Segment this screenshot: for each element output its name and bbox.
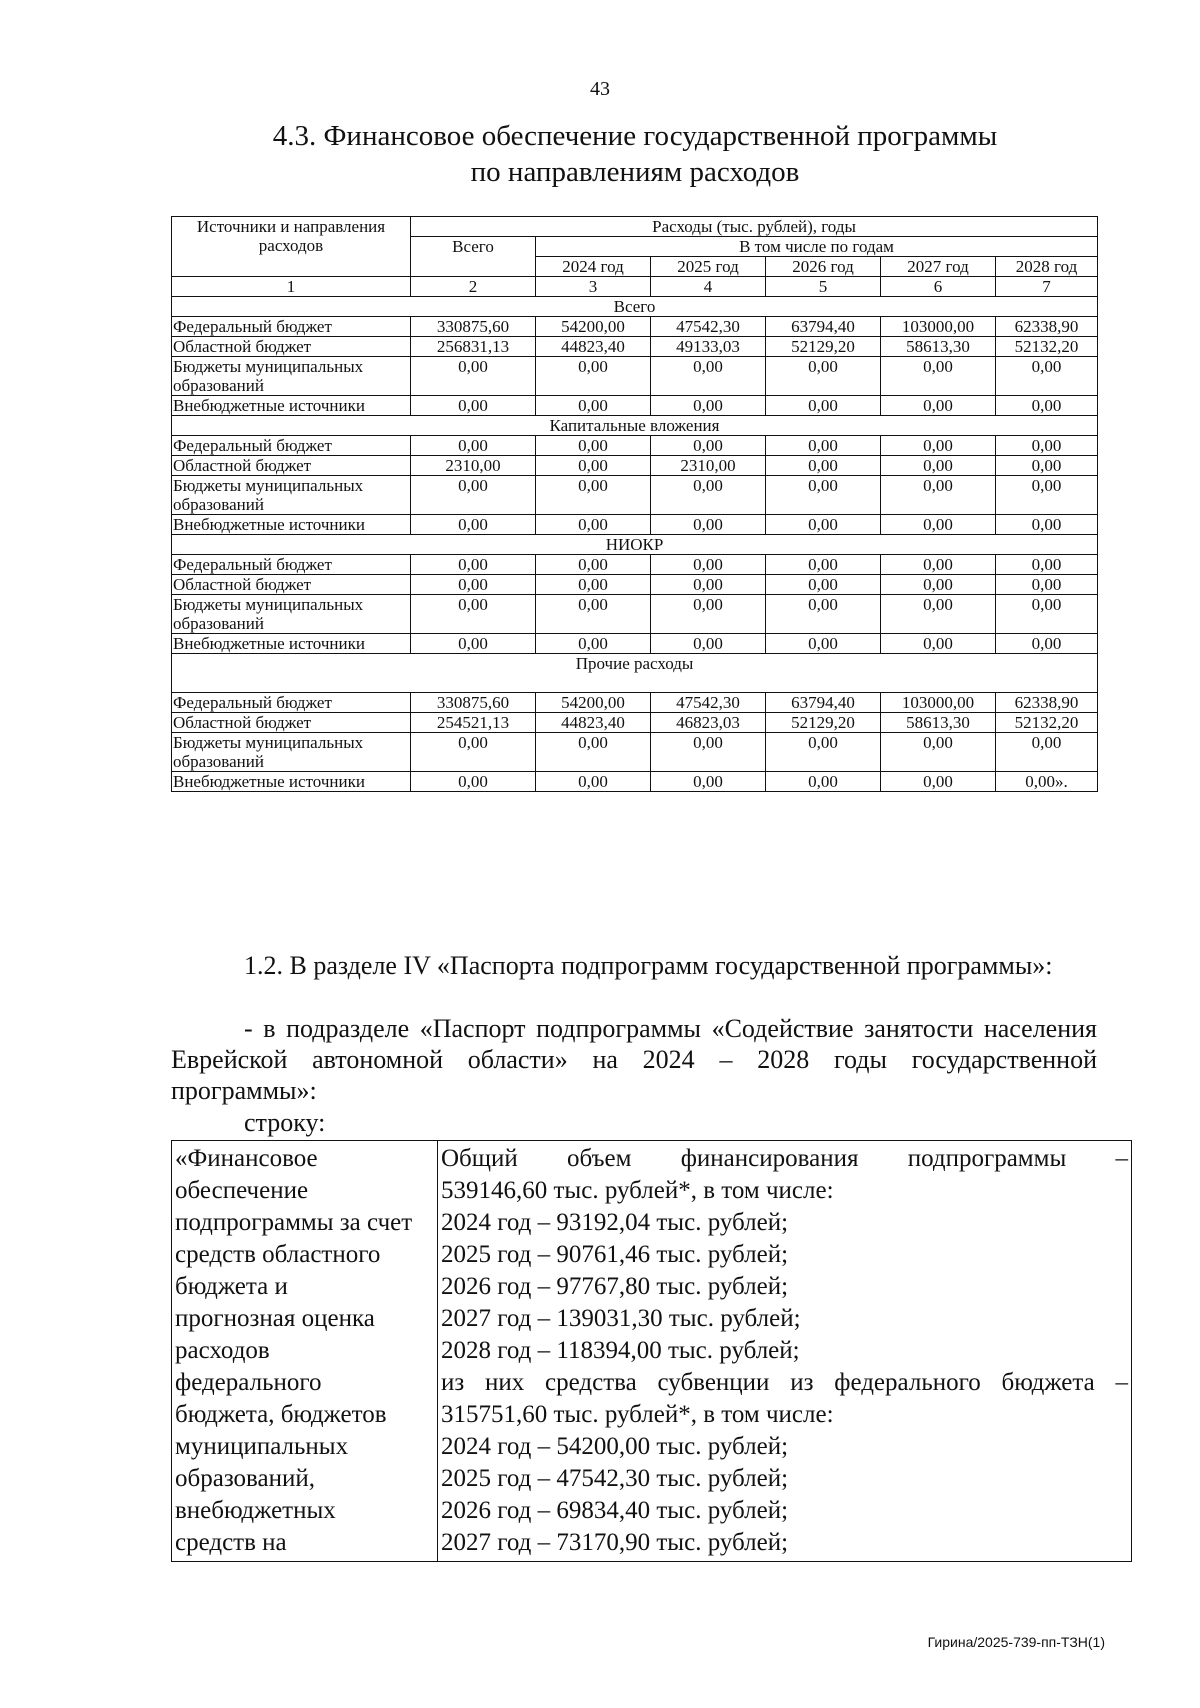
- row-label: Бюджеты муниципальных образований: [172, 595, 411, 634]
- passport-left-line: внебюджетных: [175, 1497, 336, 1524]
- table-row: [172, 357, 1098, 396]
- table-row: [172, 337, 1098, 357]
- cell-value: 0,00: [881, 733, 996, 772]
- cell-value: 0,00: [536, 476, 651, 515]
- cell-value: 0,00: [996, 396, 1098, 416]
- passport-left-line: «Финансовое: [175, 1145, 318, 1172]
- paragraph-subsection: - в подразделе «Паспорт подпрограммы «Содействие занятости населения Еврейской автономной области» на 2024 – 2028 годы государственной программы»:: [171, 1014, 1097, 1105]
- cell-value: 0,00: [996, 515, 1098, 535]
- passport-right-line: 2027 год – 73170,90 тыс. рублей;: [441, 1529, 789, 1556]
- cell-value: 256831,13: [411, 337, 536, 357]
- cell-value: 0,00: [536, 733, 651, 772]
- passport-right-line: из них средства субвенции из федерального бюджета –: [441, 1369, 1128, 1396]
- cell-value: 0,00: [881, 396, 996, 416]
- cell-value: 0,00: [881, 357, 996, 396]
- row-label: Федеральный бюджет: [172, 555, 411, 575]
- row-label: Внебюджетные источники: [172, 634, 411, 654]
- cell-value: 0,00: [536, 456, 651, 476]
- cell-value: 52129,20: [766, 713, 881, 733]
- cell-value: 0,00: [766, 476, 881, 515]
- passport-left-line: расходов: [175, 1337, 270, 1364]
- header-year: 2024 год: [536, 257, 651, 277]
- passport-right-line: 2027 год – 139031,30 тыс. рублей;: [441, 1305, 801, 1332]
- table-row: [172, 555, 1098, 575]
- table-row: [172, 396, 1098, 416]
- cell-value: 54200,00: [536, 317, 651, 337]
- cell-value: 0,00: [536, 634, 651, 654]
- cell-value: 0,00: [411, 733, 536, 772]
- section-title: [0, 118, 1200, 190]
- col-number: 2: [411, 277, 536, 297]
- cell-value: 0,00: [411, 357, 536, 396]
- financing-table: [171, 216, 1098, 792]
- cell-value: 49133,03: [651, 337, 766, 357]
- passport-right-line: 2025 год – 47542,30 тыс. рублей;: [441, 1465, 789, 1492]
- row-label: Внебюджетные источники: [172, 396, 411, 416]
- cell-value: 63794,40: [766, 317, 881, 337]
- cell-value: 0,00: [766, 555, 881, 575]
- cell-value: 0,00: [651, 357, 766, 396]
- cell-value: 2310,00: [411, 456, 536, 476]
- row-label: Внебюджетные источники: [172, 515, 411, 535]
- row-label: Областной бюджет: [172, 337, 411, 357]
- cell-value: 52132,20: [996, 337, 1098, 357]
- cell-value: 0,00: [536, 772, 651, 792]
- col-number: 3: [536, 277, 651, 297]
- cell-value: 0,00: [536, 436, 651, 456]
- passport-right-line: 315751,60 тыс. рублей*, в том числе:: [441, 1401, 834, 1428]
- cell-value: 0,00: [651, 515, 766, 535]
- col-number: 6: [881, 277, 996, 297]
- cell-value: 0,00: [651, 733, 766, 772]
- col-number: 5: [766, 277, 881, 297]
- cell-value: 0,00: [766, 575, 881, 595]
- passport-right-line: 2026 год – 97767,80 тыс. рублей;: [441, 1273, 789, 1300]
- cell-value: 0,00: [996, 634, 1098, 654]
- cell-value: 0,00: [996, 456, 1098, 476]
- row-label: Внебюджетные источники: [172, 772, 411, 792]
- passport-left-line: муниципальных: [175, 1433, 349, 1460]
- table-row: [172, 436, 1098, 456]
- table-row: [172, 713, 1098, 733]
- cell-value: 0,00: [766, 595, 881, 634]
- cell-value: 0,00: [411, 634, 536, 654]
- passport-left-line: федерального: [175, 1369, 322, 1396]
- cell-value: 0,00: [881, 772, 996, 792]
- row-label: Федеральный бюджет: [172, 693, 411, 713]
- cell-value: 0,00: [411, 575, 536, 595]
- table-row: [172, 634, 1098, 654]
- cell-value: 0,00: [766, 357, 881, 396]
- passport-left-line: подпрограммы за счет: [175, 1209, 413, 1236]
- passport-left-line: образований,: [175, 1465, 316, 1492]
- table-row: [172, 595, 1098, 634]
- passport-table: [171, 1140, 1132, 1562]
- cell-value: 0,00: [996, 575, 1098, 595]
- row-label: Федеральный бюджет: [172, 317, 411, 337]
- cell-value: 0,00: [766, 772, 881, 792]
- cell-value: 44823,40: [536, 713, 651, 733]
- section-title-line1: 4.3. Финансовое обеспечение государственной программы: [272, 120, 998, 152]
- passport-left-line: бюджета, бюджетов: [175, 1401, 387, 1428]
- page-number: 43: [590, 78, 610, 100]
- cell-value: 54200,00: [536, 693, 651, 713]
- cell-value: 0,00: [536, 515, 651, 535]
- passport-left-line: средств на: [175, 1529, 287, 1556]
- cell-value: 0,00: [536, 575, 651, 595]
- passport-left-cell: [172, 1141, 438, 1562]
- cell-value: 58613,30: [881, 713, 996, 733]
- table-row: [172, 772, 1098, 792]
- footer-document-code: Гирина/2025-739-пп-ТЗН(1): [927, 1634, 1105, 1650]
- cell-value: 0,00: [411, 595, 536, 634]
- cell-value: 46823,03: [651, 713, 766, 733]
- header-sources: Источники и направления расходов: [172, 217, 411, 277]
- cell-value: 58613,30: [881, 337, 996, 357]
- row-label: Бюджеты муниципальных образований: [172, 357, 411, 396]
- header-year: 2025 год: [651, 257, 766, 277]
- cell-value: 0,00: [536, 555, 651, 575]
- passport-right-line: Общий объем финансирования подпрограммы –: [441, 1145, 1128, 1172]
- cell-value: 0,00: [411, 555, 536, 575]
- header-year: 2027 год: [881, 257, 996, 277]
- cell-value: 0,00: [881, 436, 996, 456]
- cell-value: 0,00».: [996, 772, 1098, 792]
- cell-value: 47542,30: [651, 317, 766, 337]
- cell-value: 330875,60: [411, 693, 536, 713]
- cell-value: 0,00: [536, 595, 651, 634]
- row-label: Областной бюджет: [172, 456, 411, 476]
- cell-value: 62338,90: [996, 693, 1098, 713]
- cell-value: 0,00: [651, 476, 766, 515]
- cell-value: 0,00: [881, 515, 996, 535]
- col-number: 1: [172, 277, 411, 297]
- cell-value: 0,00: [881, 595, 996, 634]
- table-row: [172, 733, 1098, 772]
- cell-value: 330875,60: [411, 317, 536, 337]
- passport-right-line: 2025 год – 90761,46 тыс. рублей;: [441, 1241, 789, 1268]
- cell-value: 0,00: [651, 634, 766, 654]
- passport-left-line: обеспечение: [175, 1177, 309, 1204]
- cell-value: 0,00: [881, 555, 996, 575]
- row-label: Бюджеты муниципальных образований: [172, 476, 411, 515]
- row-label: Областной бюджет: [172, 713, 411, 733]
- section-row-title: Всего: [172, 297, 1098, 317]
- table-row: [172, 317, 1098, 337]
- cell-value: 63794,40: [766, 693, 881, 713]
- cell-value: 0,00: [996, 595, 1098, 634]
- passport-left-line: прогнозная оценка: [175, 1305, 375, 1332]
- cell-value: 0,00: [411, 436, 536, 456]
- table-row: [172, 693, 1098, 713]
- cell-value: 52132,20: [996, 713, 1098, 733]
- cell-value: 0,00: [536, 396, 651, 416]
- cell-value: 0,00: [766, 396, 881, 416]
- cell-value: 62338,90: [996, 317, 1098, 337]
- cell-value: 0,00: [766, 436, 881, 456]
- cell-value: 0,00: [651, 575, 766, 595]
- cell-value: 0,00: [881, 456, 996, 476]
- header-expenses: Расходы (тыс. рублей), годы: [411, 217, 1098, 237]
- section-row-title: НИОКР: [172, 535, 1098, 555]
- paragraph-row-label: строку:: [244, 1108, 326, 1137]
- cell-value: 0,00: [881, 476, 996, 515]
- header-total: Всего: [411, 237, 536, 277]
- cell-value: 0,00: [411, 772, 536, 792]
- passport-right-line: 2028 год – 118394,00 тыс. рублей;: [441, 1337, 800, 1364]
- cell-value: 0,00: [996, 357, 1098, 396]
- cell-value: 0,00: [536, 357, 651, 396]
- col-number: 4: [651, 277, 766, 297]
- cell-value: 0,00: [651, 555, 766, 575]
- cell-value: 44823,40: [536, 337, 651, 357]
- cell-value: 103000,00: [881, 317, 996, 337]
- cell-value: 0,00: [996, 436, 1098, 456]
- row-label: Областной бюджет: [172, 575, 411, 595]
- row-label: Федеральный бюджет: [172, 436, 411, 456]
- cell-value: 0,00: [766, 634, 881, 654]
- passport-right-line: 539146,60 тыс. рублей*, в том числе:: [441, 1177, 834, 1204]
- cell-value: 0,00: [411, 476, 536, 515]
- table-row: [172, 575, 1098, 595]
- header-year: 2028 год: [996, 257, 1098, 277]
- cell-value: 0,00: [651, 436, 766, 456]
- table-row: [172, 515, 1098, 535]
- cell-value: 0,00: [651, 772, 766, 792]
- passport-right-line: 2024 год – 93192,04 тыс. рублей;: [441, 1209, 789, 1236]
- financing-table-body: [172, 297, 1098, 792]
- cell-value: 0,00: [881, 634, 996, 654]
- cell-value: 0,00: [881, 575, 996, 595]
- paragraph-1-2: 1.2. В разделе IV «Паспорта подпрограмм государственной программы»:: [244, 951, 1053, 980]
- section-row-title: Капитальные вложения: [172, 416, 1098, 436]
- table-row: [172, 456, 1098, 476]
- table-row: [172, 476, 1098, 515]
- header-year: 2026 год: [766, 257, 881, 277]
- cell-value: 0,00: [996, 733, 1098, 772]
- cell-value: 254521,13: [411, 713, 536, 733]
- cell-value: 0,00: [411, 515, 536, 535]
- passport-right-cell: [438, 1141, 1132, 1562]
- cell-value: 0,00: [766, 456, 881, 476]
- cell-value: 0,00: [766, 515, 881, 535]
- col-number: 7: [996, 277, 1098, 297]
- cell-value: 0,00: [766, 733, 881, 772]
- passport-left-line: средств областного: [175, 1241, 381, 1268]
- cell-value: 47542,30: [651, 693, 766, 713]
- passport-right-line: 2024 год – 54200,00 тыс. рублей;: [441, 1433, 789, 1460]
- cell-value: 0,00: [411, 396, 536, 416]
- cell-value: 0,00: [996, 555, 1098, 575]
- passport-left-line: бюджета и: [175, 1273, 288, 1300]
- section-title-line2: по направлениям расходов: [470, 156, 800, 188]
- cell-value: 52129,20: [766, 337, 881, 357]
- cell-value: 0,00: [651, 396, 766, 416]
- cell-value: 0,00: [996, 476, 1098, 515]
- row-label: Бюджеты муниципальных образований: [172, 733, 411, 772]
- passport-right-line: 2026 год – 69834,40 тыс. рублей;: [441, 1497, 789, 1524]
- header-by-years: В том числе по годам: [536, 237, 1098, 257]
- section-row-title: Прочие расходы: [172, 654, 1098, 693]
- cell-value: 2310,00: [651, 456, 766, 476]
- cell-value: 0,00: [651, 595, 766, 634]
- cell-value: 103000,00: [881, 693, 996, 713]
